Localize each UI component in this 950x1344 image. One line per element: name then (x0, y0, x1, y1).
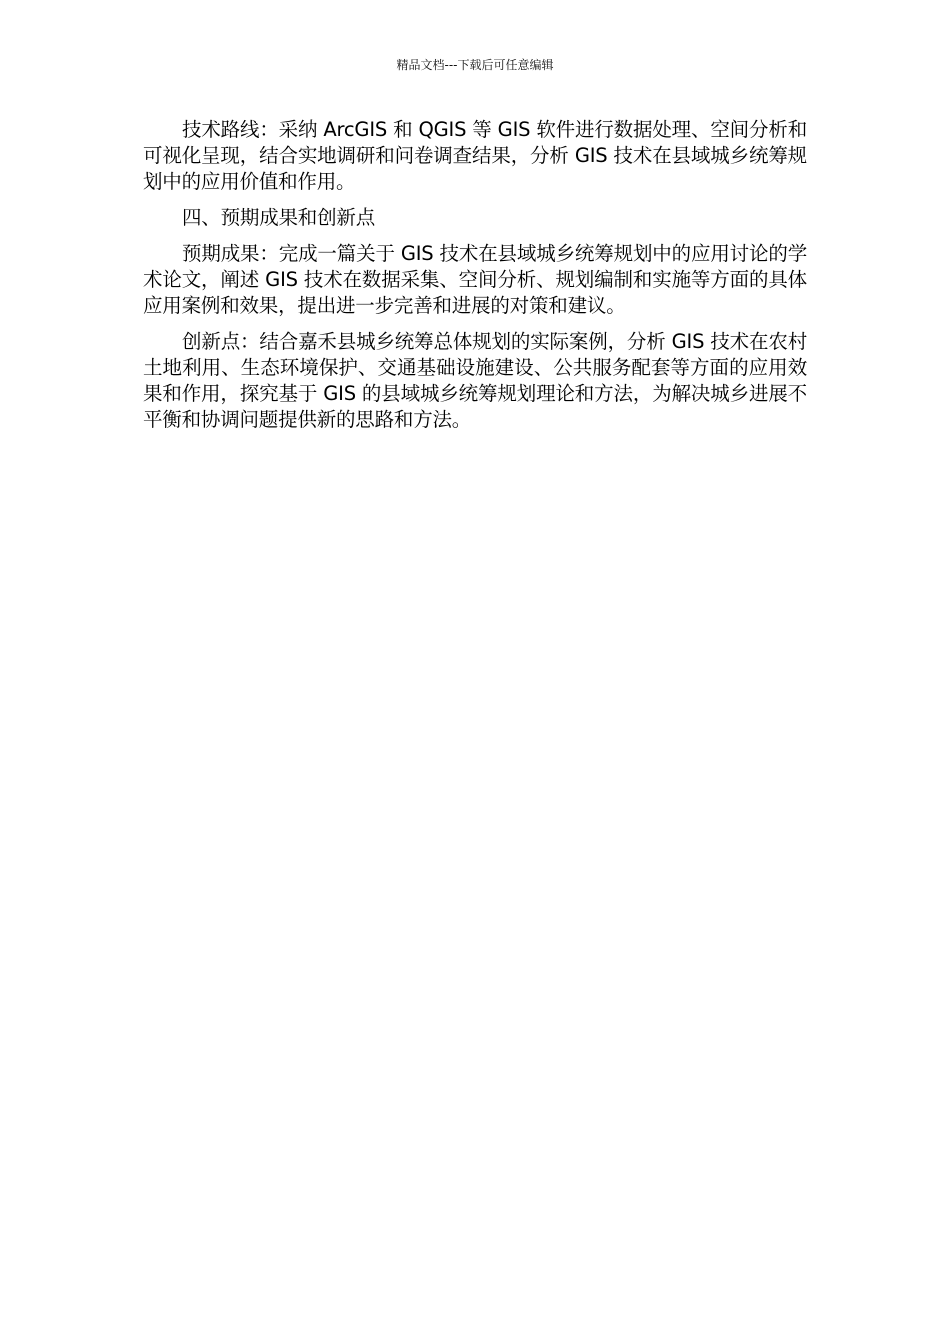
paragraph-technical-route: 技术路线：采纳 ArcGIS 和 QGIS 等 GIS 软件进行数据处理、空间分析和可视化呈现，结合实地调研和问卷调查结果，分析 GIS 技术在县域城乡统筹规划中的应用价值和作用。 (143, 118, 807, 193)
paragraph-innovations: 创新点：结合嘉禾县城乡统筹总体规划的实际案例，分析 GIS 技术在农村土地利用、生态环境保护、交通基础设施建设、公共服务配套等方面的应用效果和作用，探究基于 GIS 的县域城乡统筹规划理论和方法，为解决城乡进展不平衡和协调问题提供新的思路和方法。 (143, 330, 807, 431)
section-heading-expected-results: 四、预期成果和创新点 (182, 206, 376, 229)
document-body (143, 117, 807, 443)
page-header: 精品文档---下载后可任意编辑 (396, 58, 554, 72)
paragraph-expected-results: 预期成果：完成一篇关于 GIS 技术在县域城乡统筹规划中的应用讨论的学术论文，阐述 GIS 技术在数据采集、空间分析、规划编制和实施等方面的具体应用案例和效果，提出进一步完善和进展的对策和建议。 (143, 242, 807, 317)
